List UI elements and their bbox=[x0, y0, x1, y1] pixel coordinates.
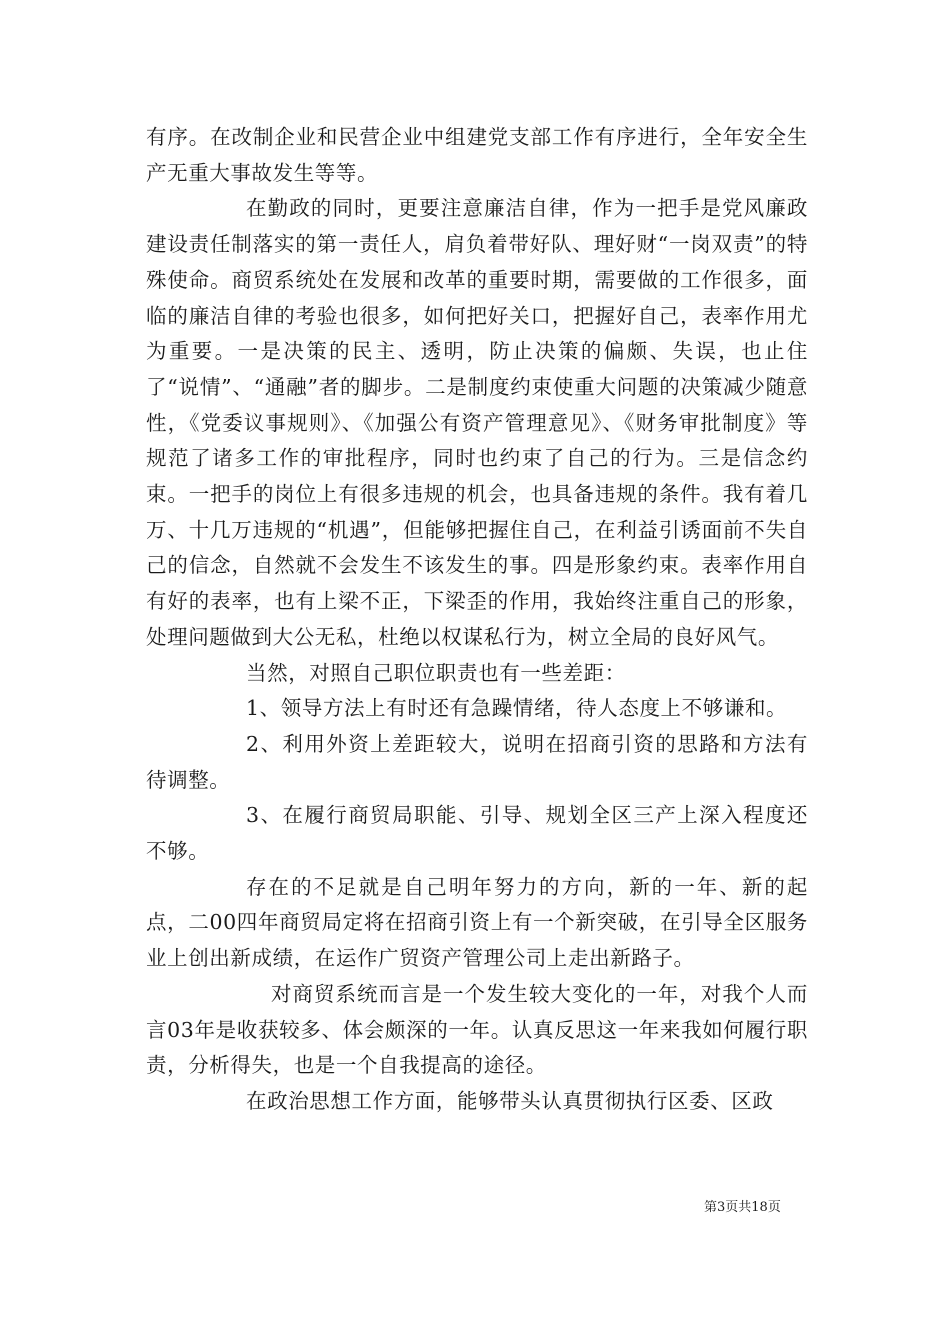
list-item-1: 1、领导方法上有时还有急躁情绪，待人态度上不够谦和。 bbox=[246, 696, 788, 721]
paragraph-4: 存在的不足就是自己明年努力的方向，新的一年、新的起点，二00四年商贸局定将在招商引资上有一个新突破，在引导全区服务业上创出新成绩，在运作广贸资产管理公司上走出新路子。 bbox=[146, 874, 808, 971]
list-item-3: 3、在履行商贸局职能、引导、规划全区三产上深入程度还不够。 bbox=[146, 803, 808, 864]
list-item-2: 2、利用外资上差距较大，说明在招商引资的思路和方法有待调整。 bbox=[146, 731, 808, 792]
document-body bbox=[146, 120, 808, 1120]
paragraph-2: 在勤政的同时，更要注意廉洁自律，作为一把手是党风廉政建设责任制落实的第一责任人，肩负着带好队、理好财“一岗双责”的特殊使命。商贸系统处在发展和改革的重要时期，需要做的工作很多，面临的廉洁自律的考验也很多，如何把好关口，把握好自己，表率作用尤为重要。一是决策的民主、透明，防止决策的偏颇、失误，也止住了“说情”、“通融”者的脚步。二是制度约束使重大问题的决策减少随意性，《党委议事规则》、《加强公有资产管理意见》、《财务审批制度》等规范了诸多工作的审批程序，同时也约束了自己的行为。三是信念约束。一把手的岗位上有很多违规的机会，也具备违规的条件。我有着几万、十几万违规的“机遇”，但能够把握住自己，在利益引诱面前不失自己的信念，自然就不会发生不该发生的事。四是形象约束。表率作用自有好的表率，也有上梁不正，下梁歪的作用，我始终注重自己的形象，处理问题做到大公无私，杜绝以权谋私行为，树立全局的良好风气。 bbox=[146, 196, 808, 649]
paragraph-5: 对商贸系统而言是一个发生较大变化的一年，对我个人而言03年是收获较多、体会颇深的一年。认真反思这一年来我如何履行职责，分析得失，也是一个自我提高的途径。 bbox=[146, 981, 808, 1078]
paragraph-1: 有序。在改制企业和民营企业中组建党支部工作有序进行，全年安全生产无重大事故发生等等。 bbox=[146, 125, 808, 185]
paragraph-3: 当然，对照自己职位职责也有一些差距： bbox=[246, 660, 626, 685]
paragraph-6: 在政治思想工作方面，能够带头认真贯彻执行区委、区政 bbox=[246, 1088, 774, 1113]
page-number: 第3页共18页 bbox=[704, 1200, 781, 1215]
